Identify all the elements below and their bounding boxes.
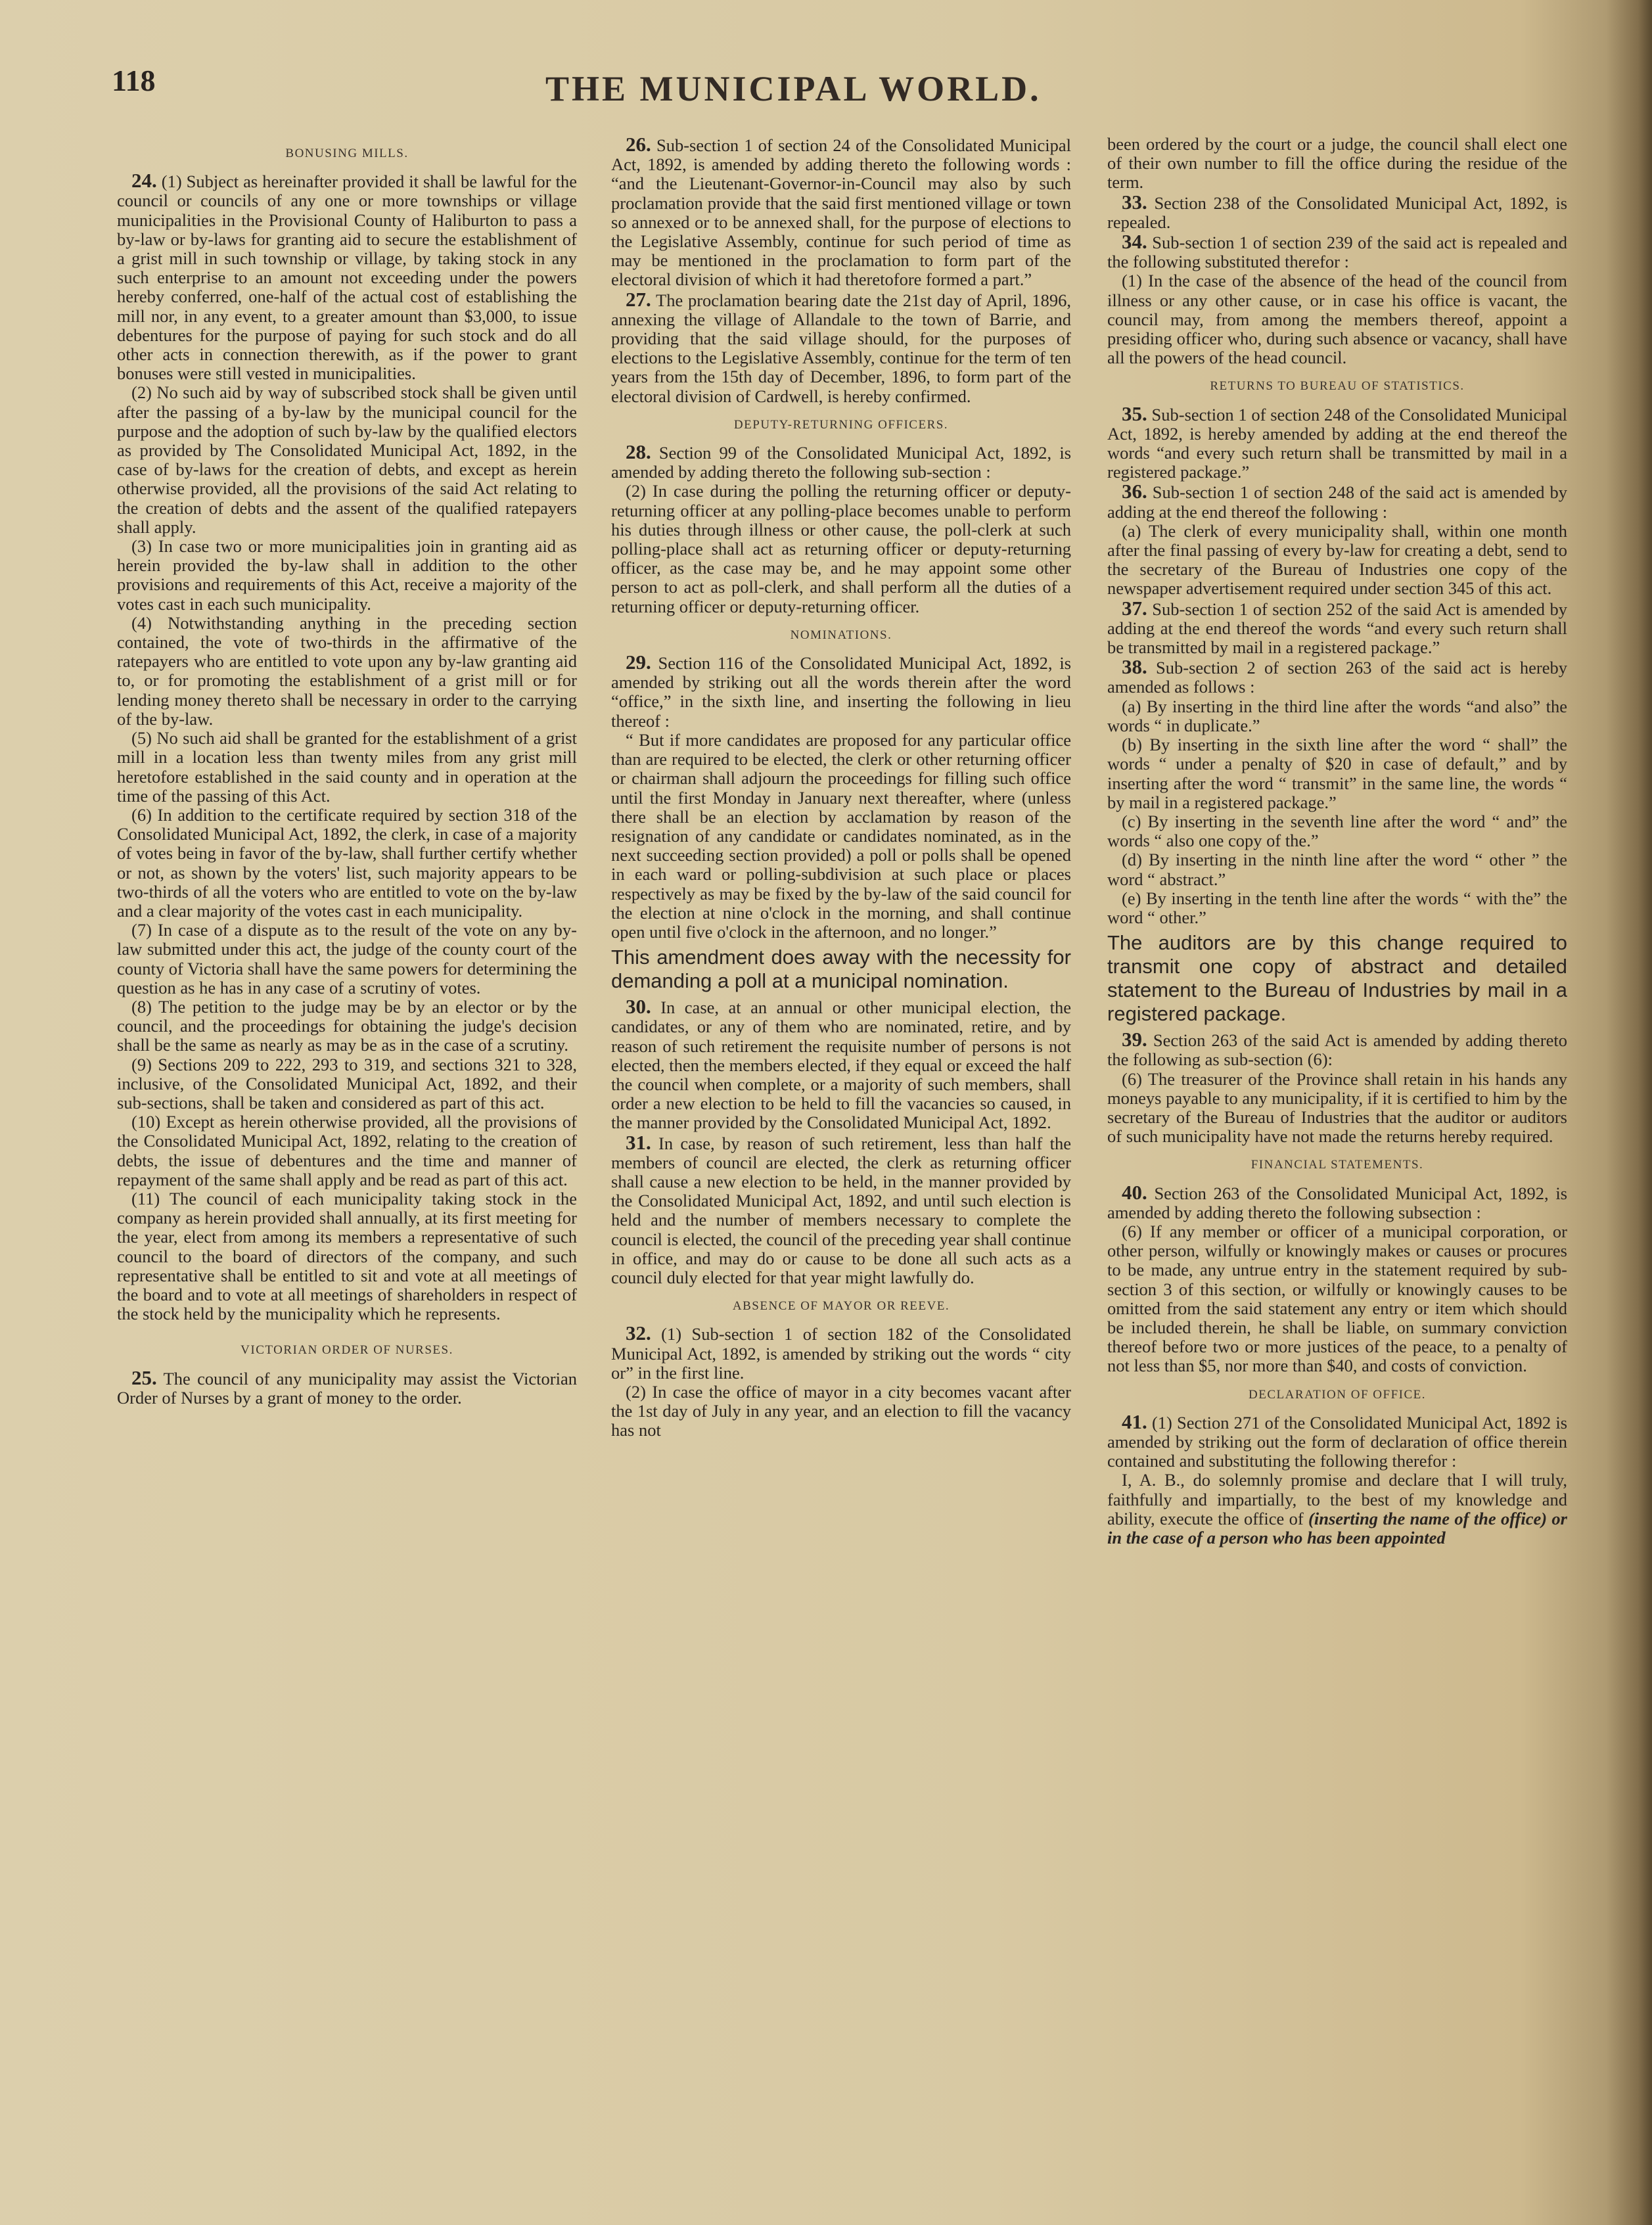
section-32 — [611, 1323, 1071, 1383]
section-text: (1) Sub-section 1 of section 182 of the Consolidated Municipal Act, 1892, is amended by striking out the words “ city or” in the first line. — [611, 1324, 1071, 1383]
section-number: 30. — [626, 995, 651, 1019]
page-header — [112, 63, 1163, 122]
page-number: 118 — [112, 64, 156, 97]
declaration-body: I, A. B., do solemnly promise and declare that I will truly, faithfully and impartially, to the best of my knowledge and ability, execute the office of — [1107, 1470, 1567, 1528]
section-32-continued: been ordered by the court or a judge, the council shall elect one of their own number to fill the office during the residue of the term. — [1107, 134, 1567, 193]
editorial-note-nominations: This amendment does away with the necessity for demanding a poll at a municipal nomination. — [611, 946, 1071, 993]
section-number: 29. — [626, 651, 651, 674]
declaration-text — [1107, 1471, 1567, 1548]
section-40-6: (6) If any member or officer of a municipal corporation, or other person, wilfully or knowingly makes or causes or procures to be made, any untrue entry in the statement required by sub-section 3 of this section, or wilfully or knowingly causes to be omitted from the said statement any entry or item which should be included therein, he shall be liable, on summary conviction thereof before two or more justices of the peace, to a penalty of not less than $5, nor more than $40, and costs of conviction. — [1107, 1221, 1567, 1376]
section-text: Section 263 of the Consolidated Municipal Act, 1892, is amended by adding thereto the following subsection : — [1107, 1183, 1568, 1222]
section-text: Sub-section 1 of section 252 of the said Act is amended by adding at the end thereof the words “and every such return shall be transmitted by mail in a registered package.” — [1107, 599, 1568, 658]
column-3 — [1107, 135, 1567, 1548]
page-edge-shadow — [1606, 0, 1652, 2225]
section-24-7: (7) In case of a dispute as to the result of the vote on any by-law submitted under this act, the judge of the county court of the county of Victoria shall have the same powers for determining the question as he has in any case of a scrutiny of votes. — [117, 920, 577, 998]
section-32-2: (2) In case the office of mayor in a city becomes vacant after the 1st day of July in any year, and an election to fill the vacancy has not — [611, 1381, 1071, 1440]
masthead-title: THE MUNICIPAL WORLD. — [545, 69, 1042, 108]
section-number: 37. — [1122, 596, 1147, 620]
editorial-note-auditors: The auditors are by this change required to transmit one copy of abstract and detailed statement to the Bureau of Industries by mail in a registered package. — [1107, 931, 1567, 1026]
section-number: 32. — [626, 1321, 651, 1345]
section-number: 26. — [626, 133, 651, 156]
section-24-5: (5) No such aid shall be granted for the establishment of a grist mill in a location less than twenty miles from any grist mill heretofore established in the said county and in operation at the time of the passing of this Act. — [117, 728, 577, 806]
section-38-b: (b) By inserting in the sixth line after the word “ shall” the words “ under a penalty of $20 in case of default,” and by inserting after the word “ transmit” in the same line, the words “ by mail in a registered package.” — [1107, 735, 1567, 812]
column-1 — [117, 135, 577, 1408]
section-text: (1) Subject as hereinafter provided it shall be lawful for the council or councils of any one or more townships or village municipalities in the Provisional County of Haliburton to pass a by-law or by-laws for granting aid to secure the establishment of a grist mill in such township or village, by taking stock in any such enterprise to an amount not exceeding under the powers hereby conferred, one-half of the actual cost of establishing the mill nor, in any event, to a greater amount than $3,000, to issue debentures for the purpose of paying for such stock and do all other acts in connection therewith, as if the power to grant bonuses were still vested in municipalities. — [117, 172, 578, 384]
heading-financial-statements: FINANCIAL STATEMENTS. — [1250, 1158, 1424, 1172]
section-text: In case, at an annual or other municipal election, the candidates, or any of them who are nominated, retire, and by reason of such retirement the requisite number of persons is not elected, then the members elected, if they equal or exceed the half the council when complete, or a majority of such members, shall order a new election to be held to fill the vacancies so caused, in the manner provided by the Consolidated Municipal Act, 1892. — [611, 998, 1071, 1133]
section-40 — [1107, 1180, 1568, 1222]
heading-declaration-of-office: DECLARATION OF OFFICE. — [1249, 1387, 1426, 1402]
section-text: (1) Section 271 of the Consolidated Municipal Act, 1892 is amended by striking out the form of declaration of office therein contained and substituting the following therefor : — [1107, 1412, 1568, 1471]
section-24-8: (8) The petition to the judge may be by an elector or by the council, and the proceedings for obtaining the judge's decision shall be the same as nearly as may be as in the case of a scrutiny. — [117, 996, 577, 1055]
section-24-6: (6) In addition to the certificate required by section 318 of the Consolidated Municipal Act, 1892, the clerk, in case of a majority of votes being in favor of the by-law, shall further certify whether or not, as shown by the voters' list, such majority appears to be two-thirds of all the voters who are entitled to vote on the by-law and a clear majority of the votes cast in each municipality. — [117, 804, 577, 921]
section-text: Sub-section 1 of section 239 of the said act is repealed and the following substituted therefor : — [1107, 233, 1567, 272]
section-29 — [611, 653, 1071, 731]
section-41 — [1107, 1412, 1567, 1471]
section-number: 41. — [1122, 1410, 1147, 1433]
section-24-10: (10) Except as herein otherwise provided, all the provisions of the Consolidated Municipal Act, 1892, relating to the creation of debts, the issue of debentures and the time and manner of repayment of the same shall apply and be read as part of this act. — [117, 1112, 577, 1189]
section-number: 24. — [131, 169, 157, 193]
heading-nominations: NOMINATIONS. — [790, 628, 892, 642]
section-text: Sub-section 1 of section 248 of the Consolidated Municipal Act, 1892, is hereby amended by adding at the end thereof the words “and every such return shall be transmitted by mail in a registered package.” — [1107, 404, 1568, 482]
section-38-a: (a) By inserting in the third line after the words “and also” the words “ in duplicate.” — [1107, 696, 1567, 735]
section-text: Sub-section 1 of section 24 of the Consolidated Municipal Act, 1892, is amended by adding thereto the following words : “and the Lieutenant-Governor-in-Council may also by such proclamation provide that the said first mentioned village or town so annexed or to be annexed shall, for the purpose of elections to the Legislative Assembly, continue for such period of time as may be mentioned in the proclamation to form part of the electoral division of which it had theretofore formed a part.” — [611, 135, 1072, 290]
section-26 — [611, 135, 1071, 290]
section-37 — [1107, 596, 1568, 658]
section-24-2: (2) No such aid by way of subscribed stock shall be given until after the passing of a by-law by the municipal council for the purpose and the adoption of such by-law by the qualified electors as provided by The Consolidated Municipal Act, 1892, in the case of by-laws for the creation of debts, and except as herein otherwise provided, all the provisions of the said Act relating to the creation of debts and the assent of the qualified ratepayers shall apply. — [117, 382, 577, 537]
section-35 — [1107, 401, 1568, 482]
section-number: 39. — [1122, 1028, 1147, 1051]
section-number: 40. — [1122, 1180, 1147, 1204]
section-number: 31. — [626, 1130, 651, 1154]
section-27 — [611, 287, 1071, 406]
heading-absence-of-mayor: ABSENCE OF MAYOR OR REEVE. — [732, 1299, 950, 1314]
section-text: Sub-section 2 of section 263 of the said act is hereby amended as follows : — [1107, 658, 1568, 697]
section-text: The council of any municipality may assist the Victorian Order of Nurses by a grant of money to the order. — [117, 1368, 577, 1408]
section-28-2: (2) In case during the polling the returning officer or deputy-returning officer at any polling-place becomes unable to perform his duties through illness or other cause, the poll-clerk at such polling-place shall act as returning officer or deputy-returning officer, as the case may be, and he may appoint some other person to act as poll-clerk, and shall perform all the duties of a returning officer or deputy-returning officer. — [611, 481, 1071, 616]
section-text: Section 263 of the said Act is amended by adding thereto the following as sub-section (6): — [1107, 1030, 1567, 1070]
section-text: Section 99 of the Consolidated Municipal Act, 1892, is amended by adding thereto the following sub-section : — [611, 443, 1072, 482]
section-39-6: (6) The treasurer of the Province shall retain in his hands any moneys payable to any municipality, if it is certified to him by the secretary of the Bureau of Industries that the auditor or auditors of such municipality have not made the returns hereby required. — [1107, 1068, 1567, 1147]
section-text: Sub-section 1 of section 248 of the said act is amended by adding at the end thereof the following : — [1107, 482, 1568, 522]
section-33 — [1107, 190, 1568, 232]
section-text: The proclamation bearing date the 21st day of April, 1896, annexing the village of Allandale to the town of Barrie, and providing that the said village should, for the purposes of elections to the Legislative Assembly, continue for the term of ten years from the 15th day of December, 1896, to form part of the electoral division of Cardwell, is hereby confirmed. — [611, 290, 1071, 406]
declaration-italic: (inserting the name of the office) or in the case of a person who has been appointed — [1107, 1508, 1567, 1548]
section-number: 33. — [1122, 190, 1147, 214]
section-28 — [611, 442, 1071, 482]
heading-returns-to-bureau: RETURNS TO BUREAU OF STATISTICS. — [1210, 379, 1465, 394]
section-36 — [1107, 482, 1567, 521]
section-24-1 — [117, 171, 577, 383]
section-30 — [611, 997, 1071, 1132]
section-34 — [1107, 232, 1567, 271]
section-number: 34. — [1122, 230, 1147, 254]
heading-deputy-returning-officers: DEPUTY-RETURNING OFFICERS. — [733, 417, 949, 432]
section-34-1: (1) In the case of the absence of the head of the council from illness or any other cause, or in case his office is vacant, the council may, from among the members thereof, appoint a presiding officer who, during such absence or vacancy, shall have all the powers of the head council. — [1107, 271, 1567, 368]
section-number: 28. — [626, 440, 651, 464]
section-text: Section 238 of the Consolidated Municipal Act, 1892, is repealed. — [1107, 193, 1568, 232]
column-2 — [611, 135, 1071, 1440]
heading-bonusing-mills: BONUSING MILLS. — [285, 147, 409, 160]
section-24-3: (3) In case two or more municipalities join in granting aid as herein provided the by-law shall in addition to the other provisions and requirements of this Act, receive a majority of the votes cast in each such municipality. — [117, 536, 577, 614]
section-38-d: (d) By inserting in the ninth line after the word “ other ” the word “ abstract.” — [1107, 850, 1567, 889]
section-number: 27. — [626, 287, 651, 311]
section-24-11: (11) The council of each municipality taking stock in the company as herein provided shall annually, at its first meeting for the year, elect from among its members a representative of such council to the board of directors of the company, and such representative shall be entitled to sit and vote at all meetings of the board and to vote at all meetings of shareholders in respect of the stock held by the municipality which he represents. — [117, 1188, 577, 1324]
section-38-e: (e) By inserting in the tenth line after the words “ with the” the word “ other.” — [1107, 888, 1567, 927]
section-text: In case, by reason of such retirement, less than half the members of council are elected, the clerk as returning officer shall cause a new election to be held, in the manner provided by the Consolidated Municipal Act, 1892, and until such election is held and the number of members necessary to complete the council is elected, the council of the preceding year shall continue in office, and may do or cause to be done all such acts as a council duly elected for that year might lawfully do. — [611, 1133, 1071, 1287]
section-text: Section 116 of the Consolidated Municipal Act, 1892, is amended by striking out all the words therein after the word “office,” in the sixth line, and inserting the following in lieu thereof : — [611, 653, 1072, 731]
section-31 — [611, 1130, 1071, 1288]
section-number: 25. — [131, 1365, 157, 1389]
heading-victorian-nurses: VICTORIAN ORDER OF NURSES. — [241, 1343, 453, 1358]
section-number: 36. — [1122, 480, 1147, 503]
section-25 — [117, 1365, 577, 1408]
section-38 — [1107, 657, 1567, 697]
section-number: 38. — [1122, 655, 1147, 679]
section-24-4: (4) Notwithstanding anything in the preceding section contained, the vote of two-thirds in the affirmative of the ratepayers who are entitled to vote upon any by-law granting aid to, or for promoting the establishment of a grist mill or for lending money thereto shall be necessary in order to the carrying of the by-law. — [117, 612, 577, 729]
section-38-c: (c) By inserting in the seventh line after the word “ and” the words “ also one copy of the.” — [1107, 811, 1567, 851]
section-29-quote: “ But if more candidates are proposed for any particular office than are required to be elected, the clerk or other returning officer or chairman shall adjourn the proceedings for filling such office until the first Monday in January next thereafter, where (unless there shall be an election by acclamation by reason of the resignation of any candidate or candidates nominated, as in the next succeeding section provided) a poll or polls shall be opened in each ward or polling-subdivision at such place or places respectively as may be fixed by the by-law of the said council for the election at nine o'clock in the morning, and shall continue open until five o'clock in the afternoon, and no longer.” — [611, 729, 1071, 942]
section-39 — [1107, 1030, 1567, 1069]
section-36-a: (a) The clerk of every municipality shall, within one month after the final passing of every by-law for creating a debt, send to the secretary of the Bureau of Industries one copy of the newspaper advertisement required under section 345 of this act. — [1107, 520, 1567, 599]
section-24-9: (9) Sections 209 to 222, 293 to 319, and sections 321 to 328, inclusive, of the Consolidated Municipal Act, 1892, and their sub-sections, shall be taken and considered as part of this act. — [117, 1054, 577, 1112]
section-number: 35. — [1122, 401, 1147, 425]
